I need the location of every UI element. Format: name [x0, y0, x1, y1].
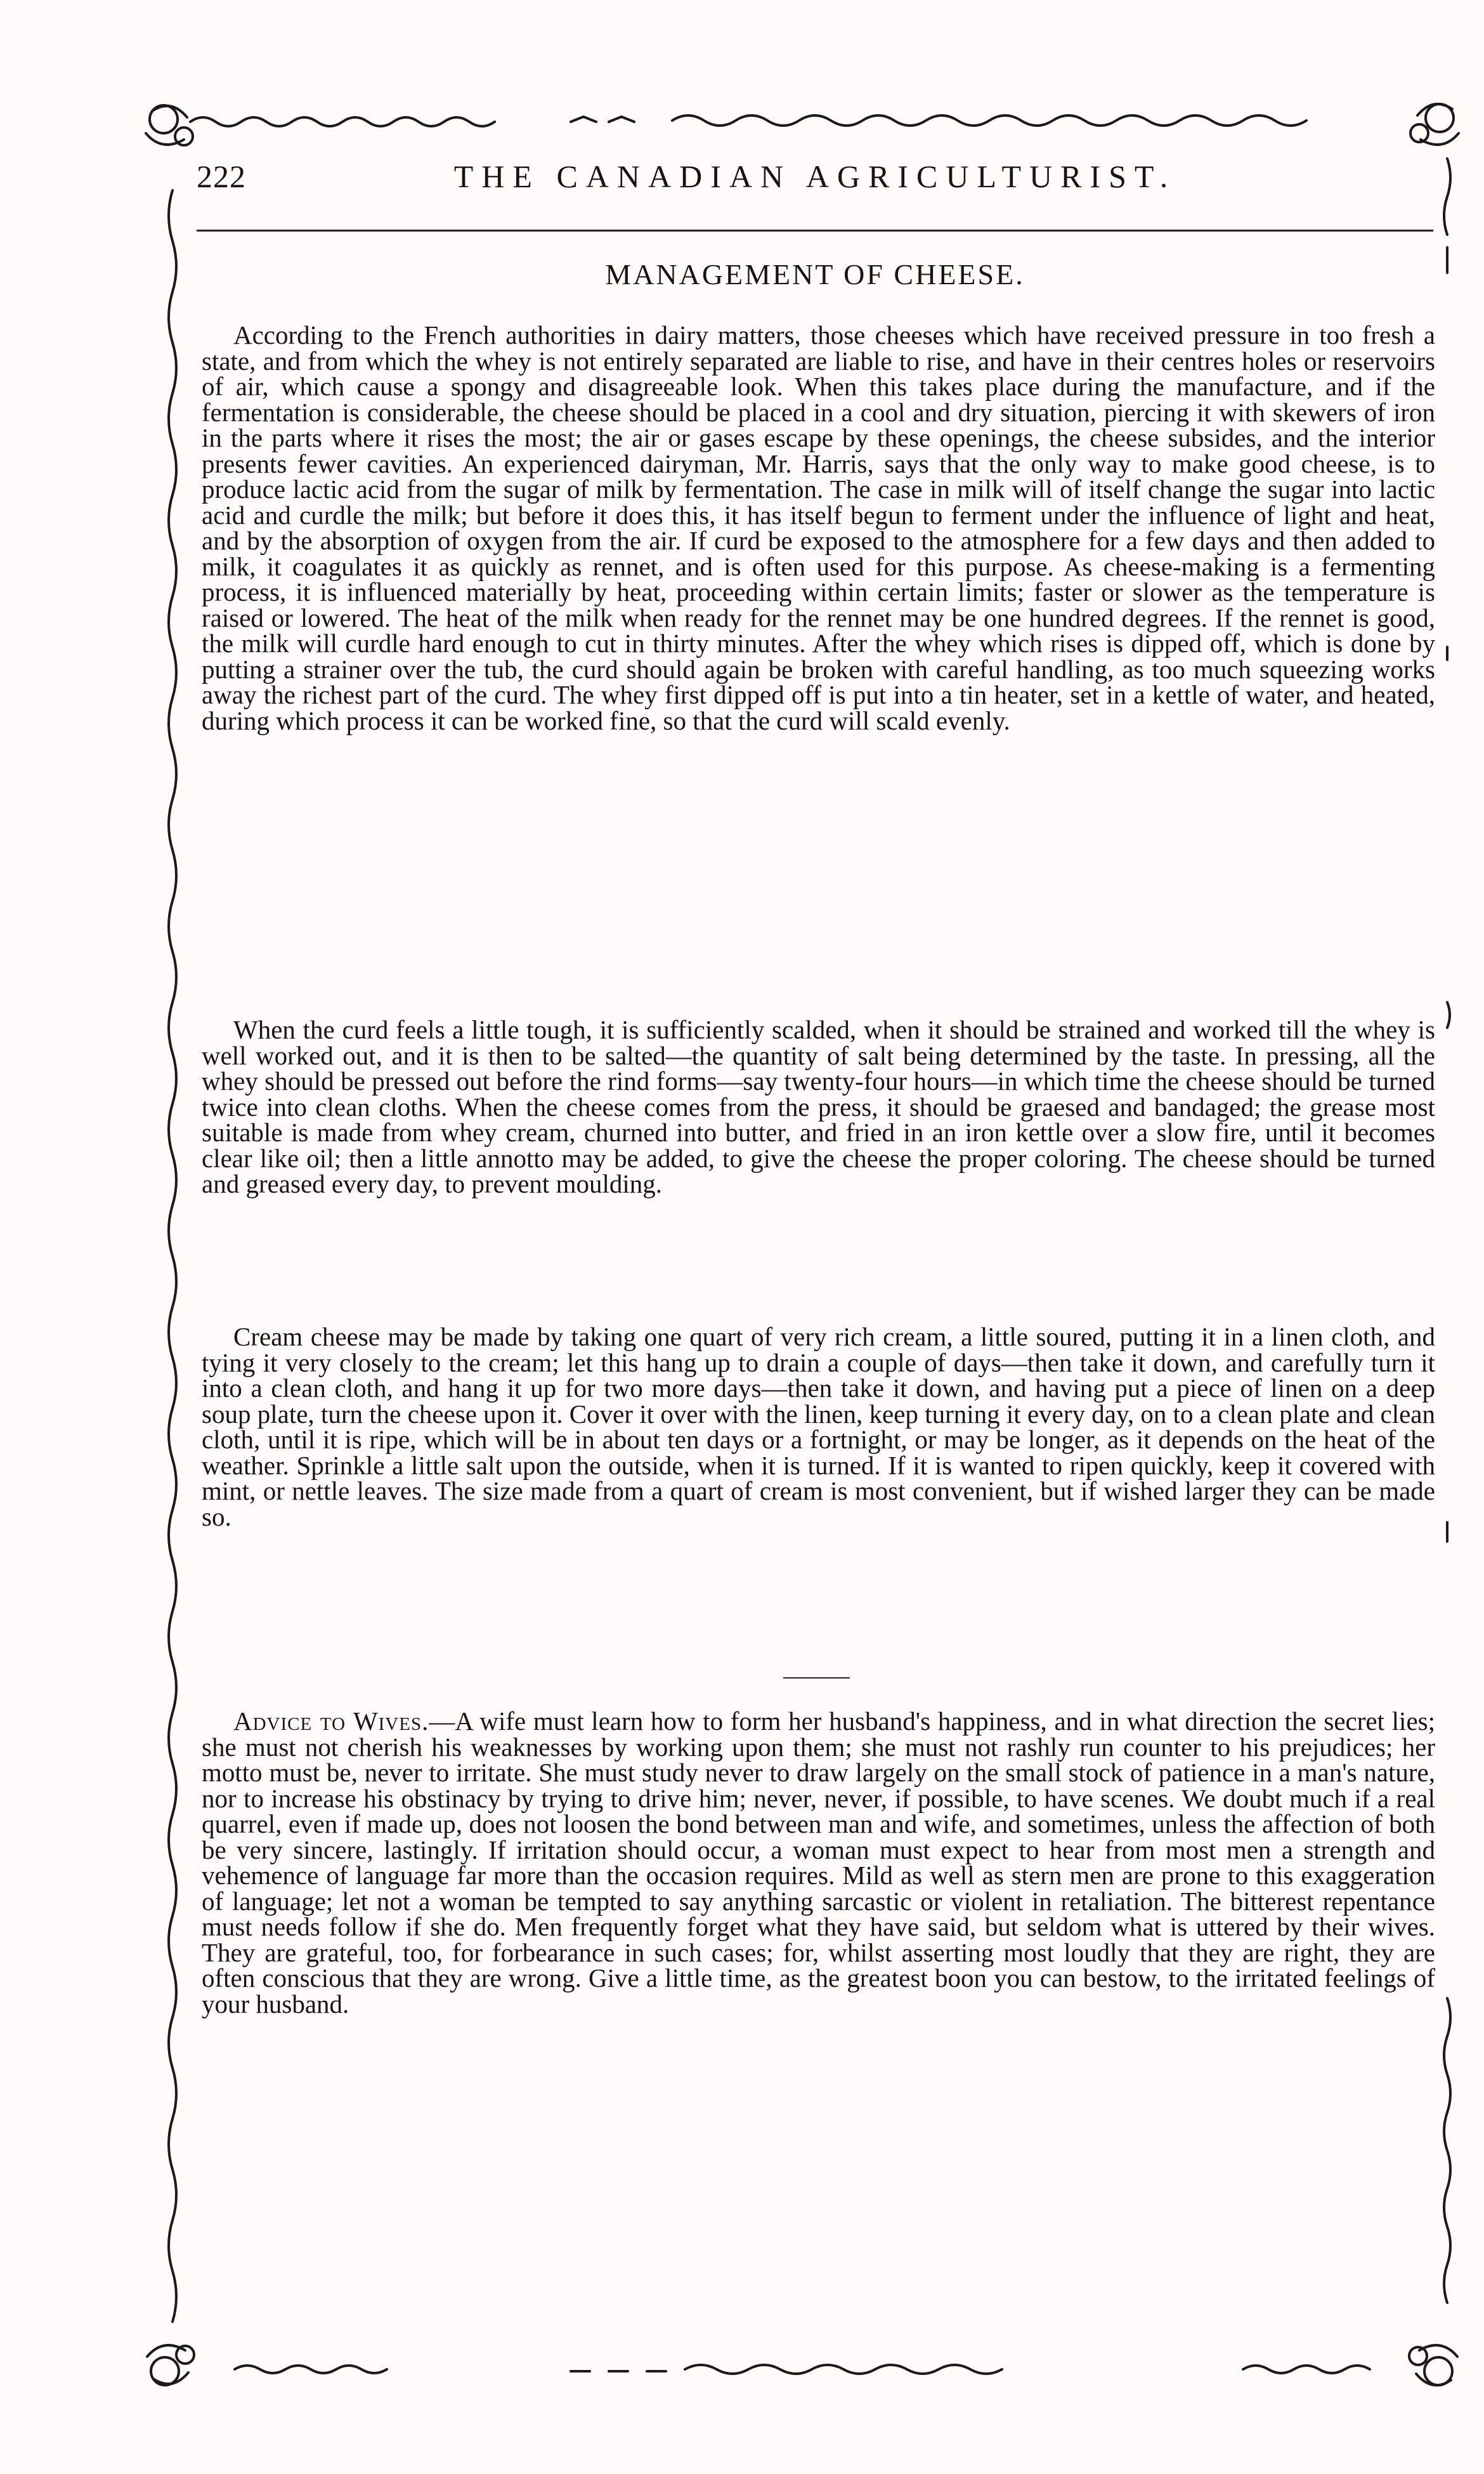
paragraph-text: Cream cheese may be made by taking one quart of very rich cream, a little soured, putting it in a linen cloth, and tying it very closely to the cream; let this hang up to drain a couple of days—then take it down, and carefully turn it into a clean cloth, and hang it up for two more days—then take it down, and having put a piece of linen on a deep soup plate, turn the cheese upon it. Cover it over with the linen, keep turning it every day, on to a clean plate and clean cloth, until it is ripe, which will be in about ten days or a fortnight, or may be longer, as it depends on the heat of the weather. Sprinkle a little salt upon the outside, when it is turned. If it is wanted to ripen quickly, keep it covered with mint, or nettle leaves. The size made from a quart of cream is most convenient, but if wished larger they can be made so.	[202, 1322, 1435, 1531]
article-paragraph	[202, 1324, 1435, 1529]
article-title: MANAGEMENT OF CHEESE.	[605, 258, 1025, 291]
article-paragraph	[202, 322, 1435, 733]
advice-text: —A wife must learn how to form her husband's happiness, and in what direction the secret lies; she must not cherish his weaknesses by working upon them; she must not rashly run counter to his prejudices; her motto must be, never to irritate. She must study never to draw largely on the small stock of patience in a man's nature, nor to increase his obstinacy by trying to drive him; never, never, if possible, to have scenes. We doubt much if a real quarrel, even if made up, does not loosen the bond between man and wife, and sometimes, unless the affection of both be very sincere, lastingly. If irritation should occur, a woman must expect to hear from most men a strength and vehemence of language far more than the occasion requires. Mild as well as stern men are prone to this exaggeration of language; let not a woman be tempted to say anything sarcastic or violent in retaliation. The bitterest repentance must needs follow if she do. Men frequently forget what they have said, but seldom what is uttered by their wives. They are grateful, too, for forbearance in such cases; for, whilst asserting most loudly that they are right, they are often conscious that they are wrong. Give a little time, as the greatest boon you can bestow, to the irritated feelings of your husband.	[202, 1706, 1435, 2019]
paragraph-text: When the curd feels a little tough, it is sufficiently scalded, when it should be strained and worked till the whey is well worked out, and it is then to be salted—the quantity of salt being determined by the taste. In pressing, all the whey should be pressed out before the rind forms—say twenty-four hours—in which time the cheese should be turned twice into clean cloths. When the cheese comes from the press, it should be graesed and bandaged; the grease most suitable is made from whey cream, churned into butter, and fried in an iron kettle over a slow fire, until it becomes clear like oil; then a little annotto may be added, to give the cheese the proper coloring. The cheese should be turned and greased every day, to prevent moulding.	[202, 1015, 1435, 1198]
section-divider	[783, 1677, 850, 1679]
advice-paragraph	[202, 1708, 1435, 2017]
header-rule	[197, 230, 1433, 232]
running-title: THE CANADIAN AGRICULTURIST.	[453, 159, 1176, 194]
running-header	[197, 151, 1433, 202]
article-paragraph	[202, 1017, 1435, 1197]
page-number: 222	[197, 159, 246, 194]
advice-body	[202, 1708, 1435, 2017]
advice-lead: Advice to Wives.	[233, 1706, 429, 1736]
paragraph-text: According to the French authorities in dairy matters, those cheeses which have received pressure in too fresh a state, and from which the whey is not entirely separated are liable to rise, and have in their centres holes or reservoirs of air, which cause a spongy and disagreeable look. When this takes place during the manufacture, and if the fermentation is considerable, the cheese should be placed in a cool and dry situation, piercing it with skewers of iron in the parts where it rises the most; the air or gases escape by these openings, the cheese subsides, and the interior presents fewer cavities. An experienced dairyman, Mr. Harris, says that the only way to make good cheese, is to produce lactic acid from the sugar of milk by fermentation. The case in milk will of itself change the sugar into lactic acid and curdle the milk; but before it does this, it has itself begun to ferment under the influence of light and heat, and by the absorption of oxygen from the air. If curd be exposed to the atmosphere for a few days and then added to milk, it coagulates it as quickly as rennet, and is often used for this purpose. As cheese-making is a fermenting process, it is influenced materially by heat, proceeding within certain limits; faster or slower as the temperature is raised or lowered. The heat of the milk when ready for the rennet may be one hundred degrees. If the rennet is good, the milk will curdle hard enough to cut in thirty minutes. After the whey which rises is dipped off, which is done by putting a strainer over the tub, the curd should again be broken with careful handling, as too much squeezing works away the richest part of the curd. The whey first dipped off is put into a tin heater, set in a kettle of water, and heated, during which process it can be worked fine, so that the curd will scald evenly.	[202, 320, 1435, 735]
